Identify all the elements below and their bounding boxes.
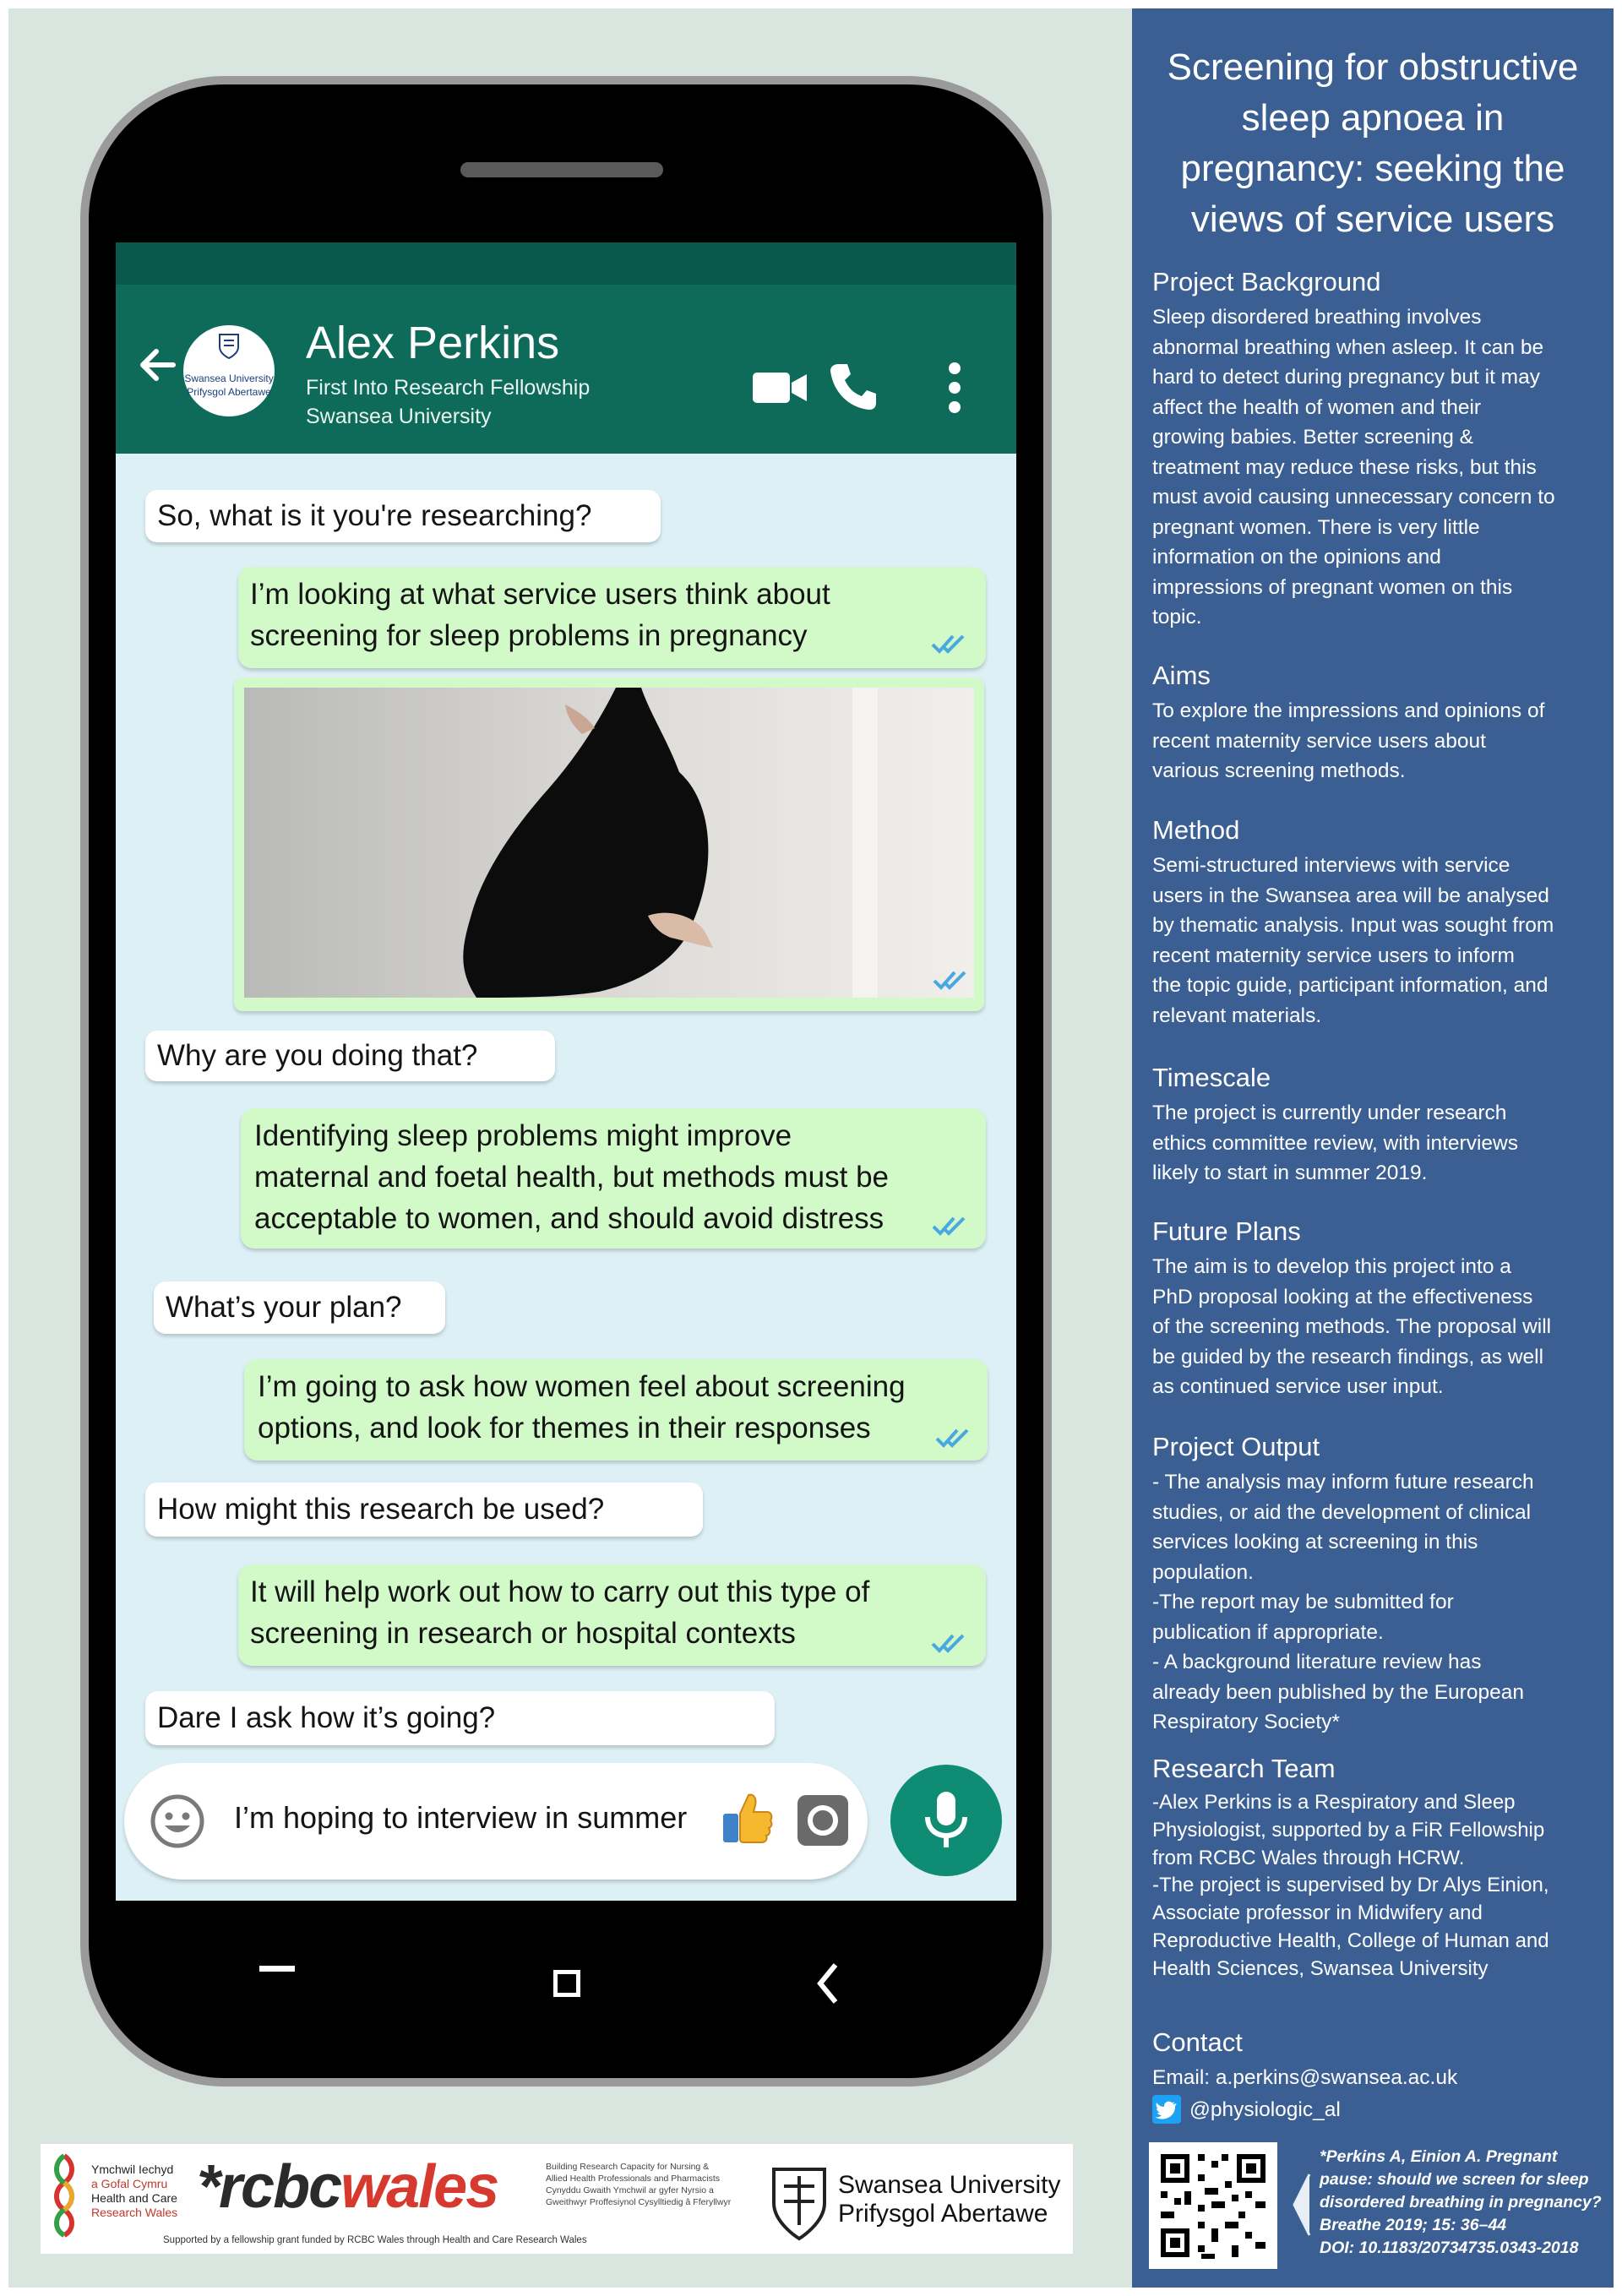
contact-name: Alex Perkins <box>306 318 560 368</box>
text-line: services looking at screening in this <box>1152 1531 1478 1553</box>
text-line: population. <box>1152 1560 1254 1584</box>
timescale-heading: Timescale <box>1152 1063 1271 1092</box>
text-line: Respiratory Society* <box>1152 1711 1340 1733</box>
message-text: How might this research be used? <box>157 1493 605 1526</box>
rcbc-logo-text: *rcbc <box>197 2153 341 2221</box>
message-text-line: It will help work out how to carry out this type of <box>250 1575 870 1608</box>
title-line: Screening for obstructive <box>1167 46 1579 88</box>
avatar-text-cy: Prifysgol Abertawe <box>187 386 271 398</box>
rcbc-wales-logo <box>197 2149 498 2225</box>
text-line: must avoid causing unnecessary concern to <box>1152 486 1555 509</box>
text-line: be guided by the research findings, as well <box>1152 1345 1544 1368</box>
text-line: Sleep disordered breathing involves <box>1152 306 1482 329</box>
rcbc-tagline: Gweithwyr Proffesiynol Cysylltiedig â Fferyllwyr <box>546 2197 732 2207</box>
rcbc-tagline: Building Research Capacity for Nursing & <box>546 2162 710 2172</box>
twitter-icon <box>1152 2095 1181 2124</box>
text-line: Semi-structured interviews with service <box>1152 854 1510 877</box>
text-line: recent maternity service users to inform <box>1152 944 1515 967</box>
text-line: studies, or aid the development of clinical <box>1152 1500 1532 1524</box>
message-incoming <box>154 1281 445 1334</box>
hcrw-text-line: a Gofal Cymru <box>91 2177 168 2190</box>
text-line: Associate professor in Midwifery and <box>1152 1902 1483 1925</box>
title-line: views of service users <box>1190 199 1555 240</box>
text-line: likely to start in summer 2019. <box>1152 1162 1428 1184</box>
aims-heading: Aims <box>1152 661 1211 690</box>
project-output-heading: Project Output <box>1152 1432 1320 1461</box>
message-text: What’s your plan? <box>166 1291 402 1324</box>
video-call-icon[interactable] <box>751 369 808 406</box>
message-text-line: acceptable to women, and should avoid distress <box>254 1202 884 1235</box>
avatar-text-en: Swansea University <box>184 373 274 384</box>
text-line: as continued service user input. <box>1152 1375 1444 1398</box>
contact-email[interactable]: Email: a.perkins@swansea.ac.uk <box>1152 2066 1458 2089</box>
rcbc-tagline: Allied Health Professionals and Pharmacists <box>546 2174 721 2184</box>
read-receipt-icon <box>931 633 970 655</box>
info-panel <box>1132 8 1614 2288</box>
camera-icon[interactable] <box>796 1793 850 1847</box>
text-line: of the screening methods. The proposal will <box>1152 1315 1552 1338</box>
message-incoming <box>145 1483 703 1537</box>
qr-code[interactable] <box>1149 2142 1277 2269</box>
future-plans-heading: Future Plans <box>1152 1216 1301 1246</box>
text-line: already been published by the European <box>1152 1680 1524 1704</box>
research-team-heading: Research Team <box>1152 1754 1336 1783</box>
hcrw-text-line: Health and Care <box>91 2191 177 2205</box>
rcbc-tagline: Cynyddu Gwaith Ymchwil ar gyfer Nyrsio a <box>546 2185 714 2195</box>
message-incoming <box>145 1691 775 1745</box>
contact-status-line2: Swansea University <box>306 405 492 428</box>
text-line: The project is currently under research <box>1152 1102 1507 1124</box>
future-plans-text <box>1152 1252 1600 1402</box>
text-line: treatment may reduce these risks, but this <box>1152 455 1537 479</box>
message-outgoing <box>238 1564 986 1666</box>
text-line: recent maternity service users about <box>1152 729 1486 753</box>
thumbs-up-emoji-icon <box>720 1790 774 1847</box>
reference <box>1320 2146 1607 2260</box>
pregnancy-photo <box>244 688 974 998</box>
text-line: from RCBC Wales through HCRW. <box>1152 1846 1465 1869</box>
title-line: sleep apnoea in <box>1241 97 1505 139</box>
back-nav-icon[interactable] <box>815 1961 841 2005</box>
funding-note: Supported by a fellowship grant funded by RCBC Wales through Health and Care Research Wales <box>163 2235 587 2245</box>
read-receipt-icon <box>931 1632 970 1654</box>
text-line: relevant materials. <box>1152 1004 1322 1027</box>
back-arrow-icon[interactable] <box>133 340 183 390</box>
home-icon[interactable] <box>553 1970 580 1997</box>
message-text-line: maternal and foetal health, but methods must be <box>254 1161 890 1194</box>
read-receipt-icon <box>933 969 972 991</box>
voice-message-button[interactable] <box>890 1765 1002 1876</box>
title-line: pregnancy: seeking the <box>1180 148 1565 189</box>
message-text-line: screening for sleep problems in pregnancy <box>250 619 808 652</box>
message-incoming <box>145 1031 555 1081</box>
logo-strip <box>41 2144 1073 2254</box>
hcrw-logo-icon <box>49 2151 79 2239</box>
avatar[interactable] <box>183 325 275 416</box>
method-text <box>1152 851 1600 1031</box>
text-line: Reproductive Health, College of Human and <box>1152 1929 1549 1952</box>
text-line: ethics committee review, with interviews <box>1152 1131 1518 1155</box>
message-text: Why are you doing that? <box>157 1039 478 1072</box>
recent-apps-icon[interactable] <box>259 1966 295 1972</box>
text-line: information on the opinions and <box>1152 546 1441 569</box>
text-line: topic. <box>1152 606 1202 628</box>
phone-call-icon[interactable] <box>827 361 879 413</box>
project-output-text <box>1152 1467 1600 1738</box>
background-text <box>1152 302 1600 633</box>
poster-title <box>1132 42 1614 245</box>
message-input[interactable] <box>124 1763 868 1880</box>
university-crest-icon <box>217 332 241 361</box>
hcrw-text-line: Ymchwil Iechyd <box>91 2163 174 2176</box>
message-text-line: I’m going to ask how women feel about screening <box>258 1370 906 1403</box>
message-outgoing <box>241 1108 986 1249</box>
more-options-icon[interactable] <box>945 361 964 415</box>
text-line: abnormal breathing when asleep. It can be <box>1152 335 1544 359</box>
text-line: -The report may be submitted for <box>1152 1591 1454 1613</box>
reference-line: DOI: 10.1183/20734735.0343-2018 <box>1320 2239 1579 2257</box>
reference-line: Breathe 2019; 15: 36–44 <box>1320 2216 1507 2234</box>
contact-status-line1: First Into Research Fellowship <box>306 376 591 400</box>
message-text-line: screening in research or hospital contexts <box>250 1617 796 1650</box>
message-incoming <box>145 490 661 542</box>
chat-screen <box>116 242 1016 1901</box>
text-line: - The analysis may inform future research <box>1152 1471 1534 1493</box>
timescale-text <box>1152 1098 1600 1189</box>
text-line: users in the Swansea area will be analysed <box>1152 884 1549 907</box>
message-text: Dare I ask how it’s going? <box>157 1701 496 1734</box>
microphone-icon <box>921 1790 972 1851</box>
text-line: pregnant women. There is very little <box>1152 515 1480 539</box>
contact-heading: Contact <box>1152 2027 1243 2057</box>
text-line: impressions of pregnant women on this <box>1152 575 1513 599</box>
twitter-handle[interactable]: @physiologic_al <box>1189 2098 1341 2121</box>
text-line: affect the health of women and their <box>1152 395 1482 419</box>
swansea-crest-icon <box>769 2161 830 2244</box>
reference-line: *Perkins A, Einion A. Pregnant <box>1320 2147 1558 2166</box>
reference-line: disordered breathing in pregnancy? <box>1320 2193 1602 2212</box>
aims-text <box>1152 696 1600 786</box>
read-receipt-icon <box>932 1215 971 1237</box>
text-line: -Alex Perkins is a Respiratory and Sleep <box>1152 1791 1516 1814</box>
image-message[interactable] <box>234 677 984 1011</box>
text-line: The aim is to develop this project into a <box>1152 1255 1511 1278</box>
emoji-icon[interactable] <box>150 1793 205 1849</box>
message-text-line: Identifying sleep problems might improve <box>254 1119 792 1152</box>
text-line: hard to detect during pregnancy but it may <box>1152 366 1540 389</box>
text-line: To explore the impressions and opinions of <box>1152 699 1545 722</box>
text-line: Health Sciences, Swansea University <box>1152 1956 1489 1980</box>
text-line: publication if appropriate. <box>1152 1620 1384 1644</box>
text-line: -The project is supervised by Dr Alys Einion, <box>1152 1874 1549 1897</box>
text-line: various screening methods. <box>1152 759 1406 782</box>
text-line: by thematic analysis. Input was sought from <box>1152 914 1554 937</box>
chat-header <box>116 285 1016 454</box>
arrow-left-icon <box>1291 2171 1311 2239</box>
hcrw-text-line: Research Wales <box>91 2206 178 2219</box>
phone-speaker <box>460 162 663 177</box>
research-team-text <box>1152 1789 1600 1983</box>
input-text[interactable]: I’m hoping to interview in summer <box>234 1800 688 1835</box>
text-line: growing babies. Better screening & <box>1152 426 1473 449</box>
status-bar <box>116 242 1016 285</box>
swansea-name-cy: Prifysgol Abertawe <box>838 2200 1048 2228</box>
read-receipt-icon <box>935 1427 974 1449</box>
message-text: So, what is it you're researching? <box>157 499 592 532</box>
message-outgoing <box>238 567 986 668</box>
wales-logo-text: wales <box>340 2153 498 2221</box>
text-line: the topic guide, participant information, and <box>1152 974 1549 997</box>
text-line: Physiologist, supported by a FiR Fellowship <box>1152 1818 1545 1842</box>
background-heading: Project Background <box>1152 267 1381 297</box>
swansea-name-en: Swansea University <box>838 2171 1061 2199</box>
message-text-line: I’m looking at what service users think about <box>250 578 830 611</box>
message-text-line: options, and look for themes in their responses <box>258 1412 871 1445</box>
text-line: PhD proposal looking at the effectiveness <box>1152 1285 1533 1309</box>
reference-line: pause: should we screen for sleep <box>1320 2170 1589 2189</box>
message-outgoing <box>244 1359 988 1461</box>
text-line: - A background literature review has <box>1152 1651 1482 1673</box>
method-heading: Method <box>1152 815 1240 845</box>
